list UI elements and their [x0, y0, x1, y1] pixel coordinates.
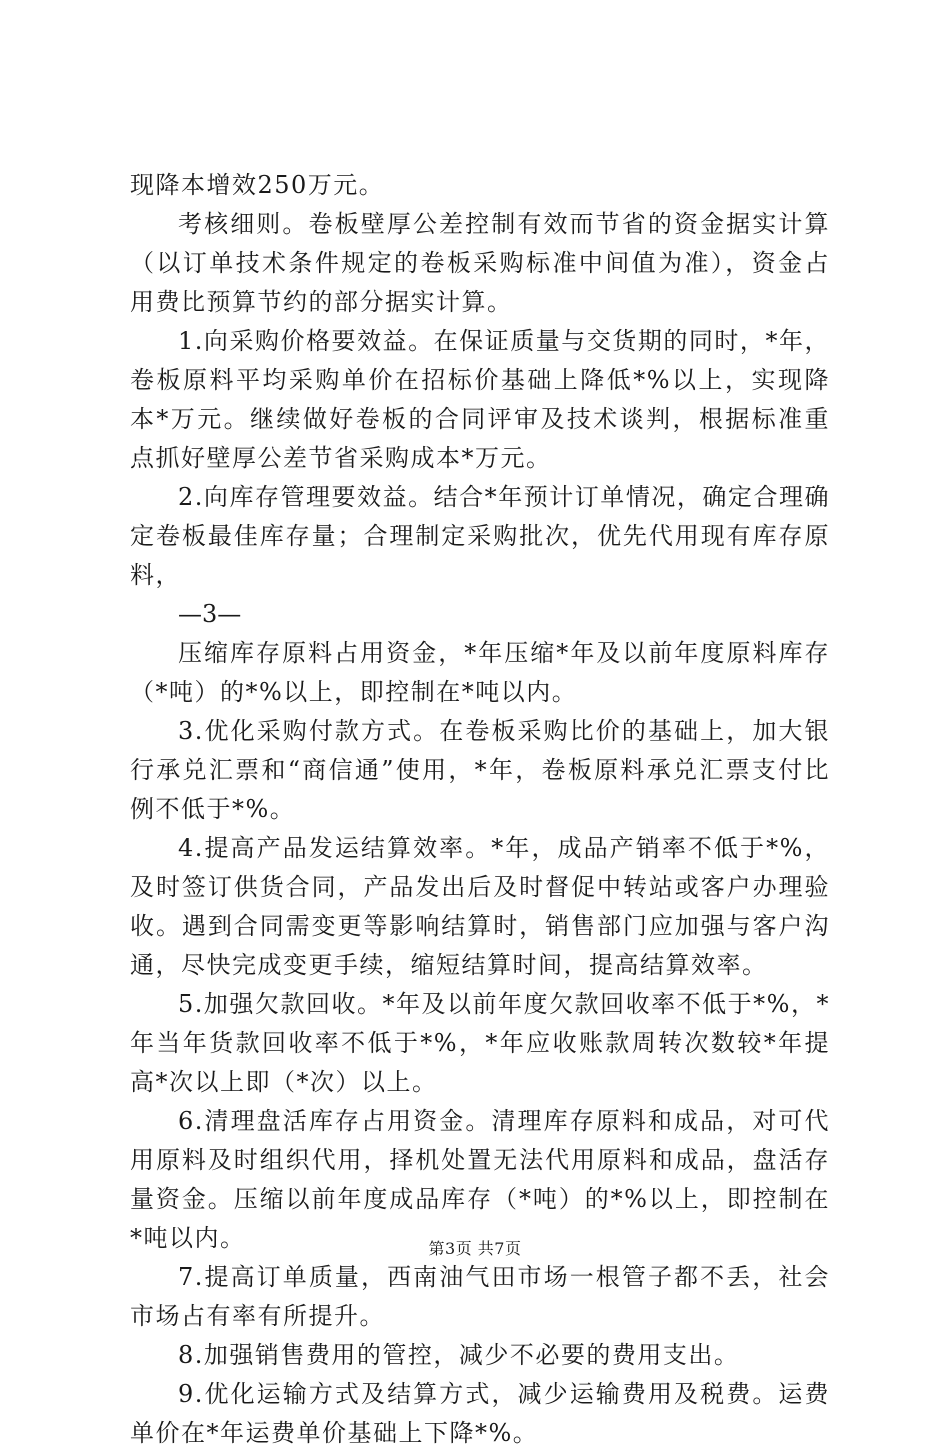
page-footer: [0, 1236, 950, 1259]
paragraph-2: 1.向采购价格要效益。在保证质量与交货期的同时，*年，卷板原料平均采购单价在招标价基础上降低*%以上，实现降本*万元。继续做好卷板的合同评审及技术谈判，根据标准重点抓好壁厚公差节省采购成本*万元。: [130, 327, 830, 472]
paragraph-1: 考核细则。卷板壁厚公差控制有效而节省的资金据实计算（以订单技术条件规定的卷板采购标准中间值为准），资金占用费比预算节约的部分据实计算。: [130, 210, 830, 316]
paragraph-5: 压缩库存原料占用资金，*年压缩*年及以前年度原料库存（*吨）的*%以上，即控制在*吨以内。: [130, 639, 830, 706]
paragraph-9: 6.清理盘活库存占用资金。清理库存原料和成品，对可代用原料及时组织代用，择机处置无法代用原料和成品，盘活存量资金。压缩以前年度成品库存（*吨）的*%以上，即控制在*吨以内。: [130, 1107, 830, 1252]
paragraph-7: 4.提高产品发运结算效率。*年，成品产销率不低于*%，及时签订供货合同，产品发出后及时督促中转站或客户办理验收。遇到合同需变更等影响结算时，销售部门应加强与客户沟通，尽快完成变更手续，缩短结算时间，提高结算效率。: [130, 834, 830, 979]
document-body: [130, 166, 830, 1453]
paragraph-10: 7.提高订单质量，西南油气田市场一根管子都不丢，社会市场占有率有所提升。: [130, 1263, 830, 1330]
paragraph-12: 9.优化运输方式及结算方式，减少运输费用及税费。运费单价在*年运费单价基础上下降*%。: [130, 1380, 830, 1447]
paragraph-6: 3.优化采购付款方式。在卷板采购比价的基础上，加大银行承兑汇票和“商信通”使用，*年，卷板原料承兑汇票支付比例不低于*%。: [130, 717, 830, 823]
paragraph-0: 现降本增效250万元。: [130, 171, 385, 199]
paragraph-8: 5.加强欠款回收。*年及以前年度欠款回收率不低于*%，*年当年货款回收率不低于*%，*年应收账款周转次数较*年提高*次以上即（*次）以上。: [130, 990, 830, 1096]
paragraph-11: 8.加强销售费用的管控，减少不必要的费用支出。: [178, 1341, 740, 1369]
paragraph-3: 2.向库存管理要效益。结合*年预计订单情况，确定合理确定卷板最佳库存量；合理制定采购批次，优先代用现有库存原料，: [130, 483, 830, 589]
inline-page-marker: —3—: [178, 600, 242, 628]
page-number-label: 第3页 共7页: [428, 1239, 522, 1258]
